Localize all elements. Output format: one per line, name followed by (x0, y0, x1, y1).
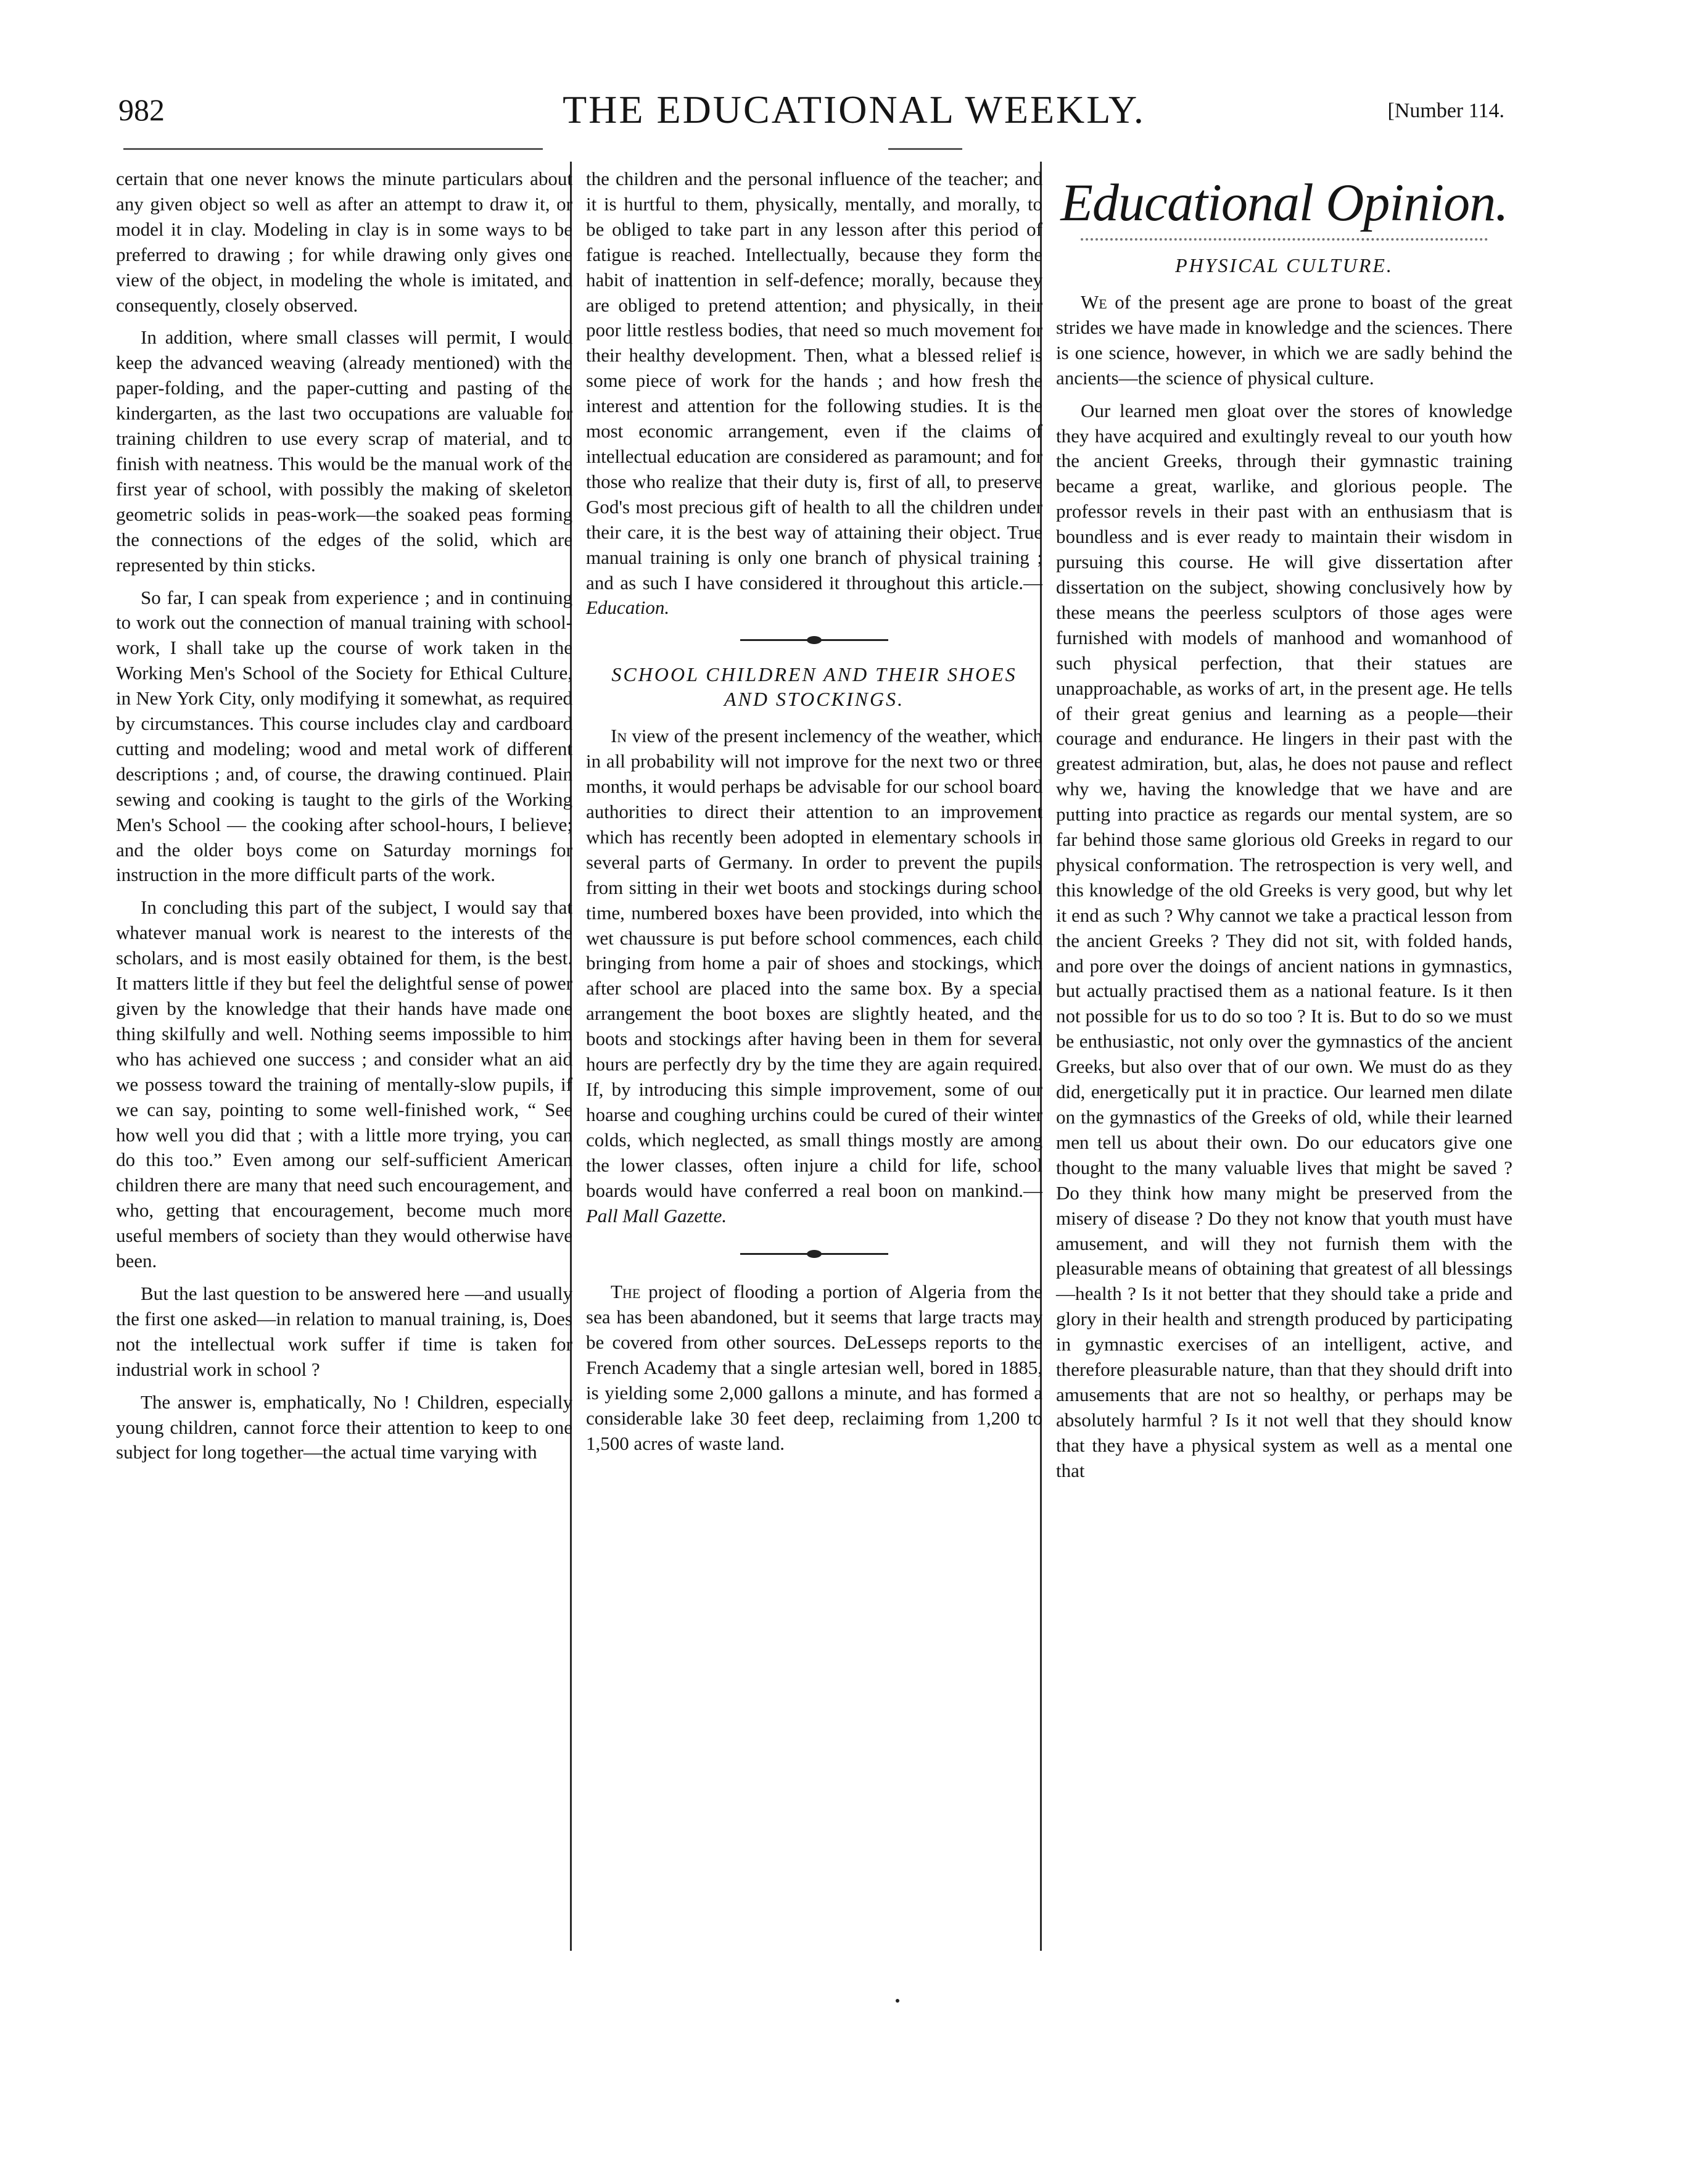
section-divider (740, 639, 888, 641)
paragraph-text: project of flooding a portion of Algeria from the sea has been abandoned, but it seems that large tracts may be covered from other sources. DeLesseps reports to the French Academy that a single artesian well, bored in 1885, is yielding some 2,000 gallons a minute, and has formed a considerable lake 30 feet deep, reclaiming from 1,200 to 1,500 acres of waste land. (586, 1281, 1042, 1454)
journal-title: THE EDUCATIONAL WEEKLY. (563, 88, 1145, 131)
paragraph (586, 724, 1042, 1228)
section-divider (740, 1253, 888, 1255)
source-citation: Education. (586, 597, 670, 619)
paragraph: The answer is, emphatically, No ! Children, especially young children, cannot force their attention to keep to one subject for long together—the actual time varying with (116, 1391, 572, 1463)
column-2 (586, 167, 1042, 1464)
paragraph: But the last question to be answered here —and usually the first one asked—in relation to manual training, is, Does not the intellectual work suffer if time is taken for industrial work in school ? (116, 1282, 572, 1380)
paragraph-text: view of the present inclemency of the weather, which in all probability will not improve for the next two or three months, it would perhaps be advisable for our school board authorities to direct their attention to an improvement which has recently been adopted in elementary schools in several parts of Germany. In order to prevent the pupils from sitting in their wet boots and stockings during school time, numbered boxes have been provided, into which the wet chaussure is put before school commences, each child bringing from home a pair of shoes and stockings, which after school are placed into the same box. By a special arrangement the boot boxes are slightly heated, and the boots and stockings after having been in them for several hours are perfectly dry by the time they are again required. If, by introducing this simple improvement, some of our hoarse and coughing urchins could be cured of their winter colds, which neglected, as small things mostly are among the lower classes, often injure a child for life, school boards would have conferred a real boon on mankind.— (586, 725, 1042, 1201)
paragraph (586, 167, 1042, 621)
paragraph: In addition, where small classes will permit, I would keep the advanced weaving (already mentioned) with the paper-folding, and the paper-cutting and pasting of the kindergarten, as the last two occupations are valuable for training children to use every scrap of material, and to finish with neatness. This would be the manual work of the first year of school, with possibly the making of skeleton geometric solids in peas-work—the soaked peas forming the connections of the edges of the solid, which are represented by thin sticks. (116, 326, 572, 576)
paragraph: So far, I can speak from experience ; and in continuing to work out the connection of manual training with school-work, I shall take up the course of work taken in the Working Men's School of the Society for Ethical Culture, in New York City, only modifying it somewhat, as required by circumstances. This course includes clay and cardboard cutting and modeling; wood and metal work of different descriptions ; and, of course, the drawing continued. Plain sewing and cooking is taught to the girls of the Working Men's School — the cooking after school-hours, I believe; and the older boys come on Saturday mornings for instruction in the more difficult parts of the work. (116, 586, 572, 886)
paragraph: certain that one never knows the minute particulars about any given object so well as after an attempt to draw it, or model it in clay. Modeling in clay is in some ways to be preferred to drawing ; for while drawing only gives one view of the object, in modeling the whole is imitated, and consequently, closely observed. (116, 168, 572, 316)
paragraph (586, 1280, 1042, 1456)
header-rule-right (888, 148, 962, 150)
column-3 (1056, 162, 1512, 1491)
paragraph-text: the children and the personal influence of the teacher; and it is hurtful to them, physically, mentally, and morally, to be obliged to take part in any lesson after this period of fatigue is reached. Intellectually, because they form the habit of inattention in self-defence; morally, because they are obliged to pretend attention; and physically, in their poor little restless bodies, that need so much movement for their healthy development. Then, what a blessed relief is some piece of work for the hands ; and how fresh the interest and attention for the following studies. It is the most economic arrangement, even if the claims of intellectual education are considered as paramount; and for those who realize that their duty is, first of all, to preserve God's most precious gift of health to all the children under their care, it is the best way of attaining their object. True manual training is only one branch of physical training ; and as such I have considered it throughout this article.— (586, 168, 1042, 593)
page-mark (896, 1999, 899, 2003)
lead-word: We (1081, 291, 1107, 313)
paragraph (1056, 290, 1512, 391)
lead-word: The (611, 1281, 641, 1303)
issue-number: [Number 114. (1387, 99, 1504, 122)
lead-word: In (611, 725, 627, 747)
page-header (0, 88, 1708, 147)
header-rule-left (123, 148, 543, 150)
page-number: 982 (118, 93, 165, 127)
heading-rule (1081, 238, 1488, 241)
article-title: SCHOOL CHILDREN AND THEIR SHOES AND STOCKINGS. (611, 663, 1017, 711)
paragraph: In concluding this part of the subject, I would say that whatever manual work is nearest to the interests of the scholars, and is most easily obtained for them, is the best. It matters little if they but feel the delightful sense of power given by the knowledge that their hands have made one thing skilfully and well. Nothing seems impossible to him who has achieved one success ; and consider what an aid we possess toward the training of mentally-slow pupils, if we can say, pointing to some well-finished work, “ See how well you did that ; with a little more trying, you can do this too.” Even among our self-sufficient American children there are many that need such encouragement, and who, getting that encouragement, become much more useful members of society than they would otherwise have been. (116, 896, 572, 1272)
column-1 (116, 167, 572, 1473)
article-title: PHYSICAL CULTURE. (1175, 254, 1393, 276)
paragraph: Our learned men gloat over the stores of knowledge they have acquired and exultingly reveal to our youth how the ancient Greeks, through their gymnastic training became a great, warlike, and glorious people. The professor revels in their past with an enthusiasm that is boundless and is ever ready to maintain their wisdom in pursuing this course. He will give dissertation after dissertation on the subject, showing conclusively how by these means the peerless sculptors of those ages were furnished with models of manhood and womanhood of such physical perfection, that their statues are unapproachable, as works of art, in the present age. He tells of their great genius and learning as a people—their courage and endurance. He lingers in their past with the greatest admiration, but, alas, he does not pause and reflect why we, having the knowledge that we have and are putting into practice as regards our mental system, are so far behind those same glorious old Greeks in regard to our physical conformation. The retrospection is very well, and this knowledge of the old Greeks is very good, but why let it end as such ? Why cannot we take a practical lesson from the ancient Greeks ? They did not sit, with folded hands, and pore over the doings of ancient nations in gymnastics, but actually practised them as a national feature. Is it then not possible for us to do so too ? It is. But to do so we must be enthusiastic, not only over the gymnastics of the ancient Greeks, but also over that of our own. We must do as they did, energetically put it in practice. Our learned men dilate on the gymnastics of the Greeks of old, while their learned men tell us about their own. Do our educators give one thought to the many valuable lives that might be saved ? Do they think how many might be preserved from the misery of disease ? Do they not know that youth must have amusement, and will they not furnish them with the pleasurable means of obtaining that greatest of all blessings—health ? Is it not better that they should take a pride and glory in their health and strength produced by participating in gymnastic exercises of an intelligent, active, and therefore pleasurable nature, than that they should drift into amusements that are not so healthy, or perhaps may be absolutely harmful ? Is it not well that they should know that they have a physical system as well as a mental one that (1056, 399, 1512, 1481)
source-citation: Pall Mall Gazette. (586, 1204, 727, 1226)
paragraph-text: of the present age are prone to boast of the great strides we have made in knowledge and the sciences. There is one science, however, in which we are sadly behind the ancients—the science of physical culture. (1056, 291, 1512, 389)
section-heading: Educational Opinion. (1060, 173, 1508, 232)
